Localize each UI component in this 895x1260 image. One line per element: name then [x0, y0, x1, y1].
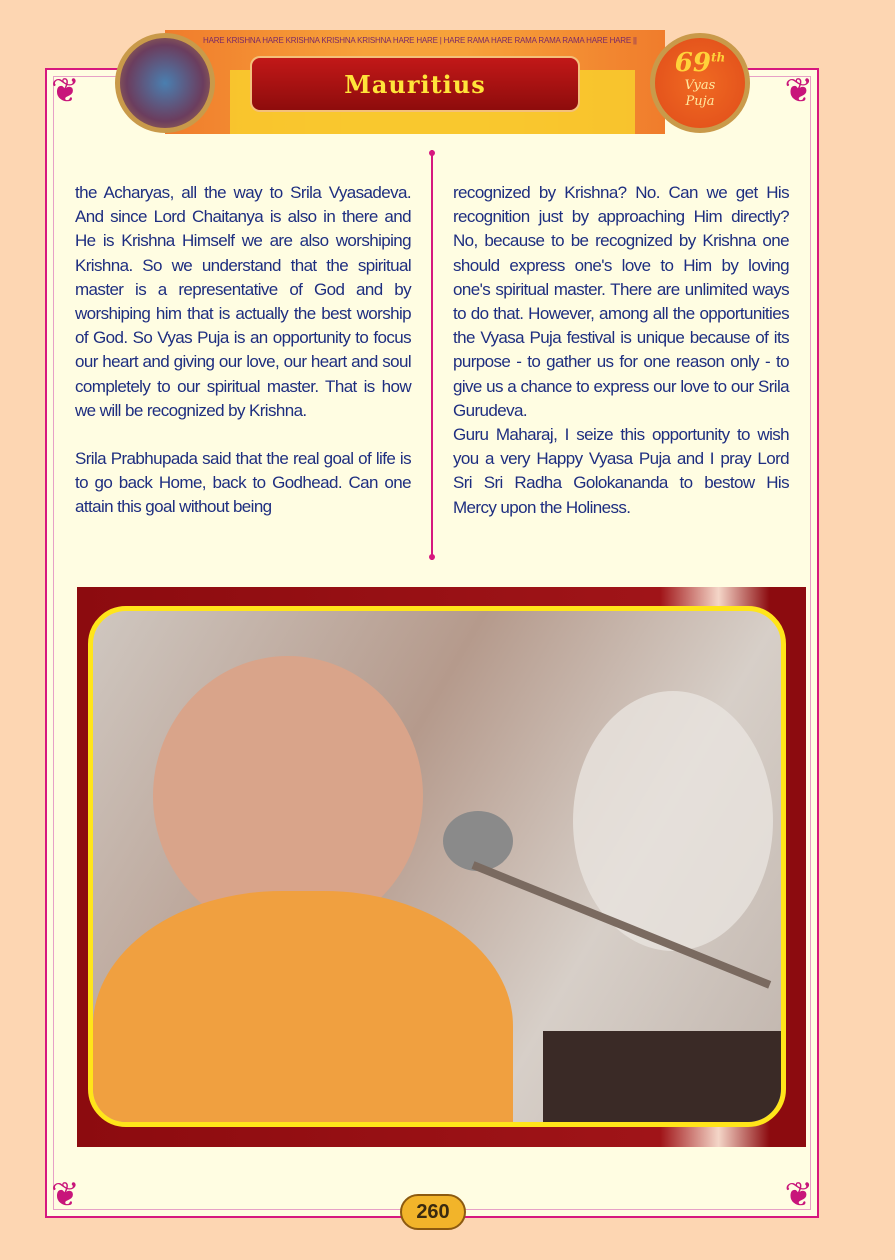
badge-line1: Vyas: [684, 78, 716, 93]
paragraph: recognized by Krishna? No. Can we get His recognition just by approaching Him directly? No, because to be recognized by Krishna one should express one's love to Him by loving one's spiritual master. There are unlimited ways to do that. However, among all the opportunities the Vyasa Puja festival is unique because of its purpose - to gather us for one reason only - to give us a chance to express our love to our Srila Gurudeva.: [453, 183, 789, 420]
paragraph: Srila Prabhupada said that the real goal of life is to go back Home, back to Godhead. Can one attain this goal without being: [75, 449, 411, 517]
paragraph: the Acharyas, all the way to Srila Vyasadeva. And since Lord Chaitanya is also in there and He is Krishna Himself we are also worshiping Krishna. So we understand that the spiritual master is a representative of God and by worshiping him that is actually the best worship of God. So Vyas Puja is an opportunity to focus our heart and giving our love, our heart and soul completely to our spiritual master. That is how we will be recognized by Krishna.: [75, 183, 411, 420]
paragraph: Guru Maharaj, I seize this opportunity to wish you a very Happy Vyasa Puja and I pray Lord Sri Sri Radha Golokananda to bestow His Mercy upon the Holiness.: [453, 425, 789, 517]
mantra-text: HARE KRISHNA HARE KRISHNA KRISHNA KRISHNA HARE HARE | HARE RAMA HARE RAMA RAMA RAMA HARE HARE ||: [203, 36, 637, 45]
ornament-icon: ❦: [784, 72, 813, 110]
ornament-icon: ❦: [51, 72, 80, 110]
ornament-icon: ❦: [51, 1176, 80, 1214]
page-number: 260: [400, 1194, 466, 1230]
column-divider: [431, 150, 433, 560]
deity-medallion-image: [115, 33, 215, 133]
right-column: [453, 181, 789, 520]
badge-line2: Puja: [685, 94, 715, 109]
ornament-icon: ❦: [784, 1176, 813, 1214]
header-banner: [165, 30, 665, 134]
page-title: Mauritius: [344, 69, 486, 99]
vyas-puja-badge: [650, 33, 750, 133]
title-ribbon: [250, 56, 580, 112]
badge-number: 69: [674, 48, 711, 78]
speaker-photo: [88, 606, 786, 1127]
photo-frame: [77, 587, 806, 1147]
badge-suffix: th: [710, 50, 726, 65]
left-column: [75, 181, 411, 520]
